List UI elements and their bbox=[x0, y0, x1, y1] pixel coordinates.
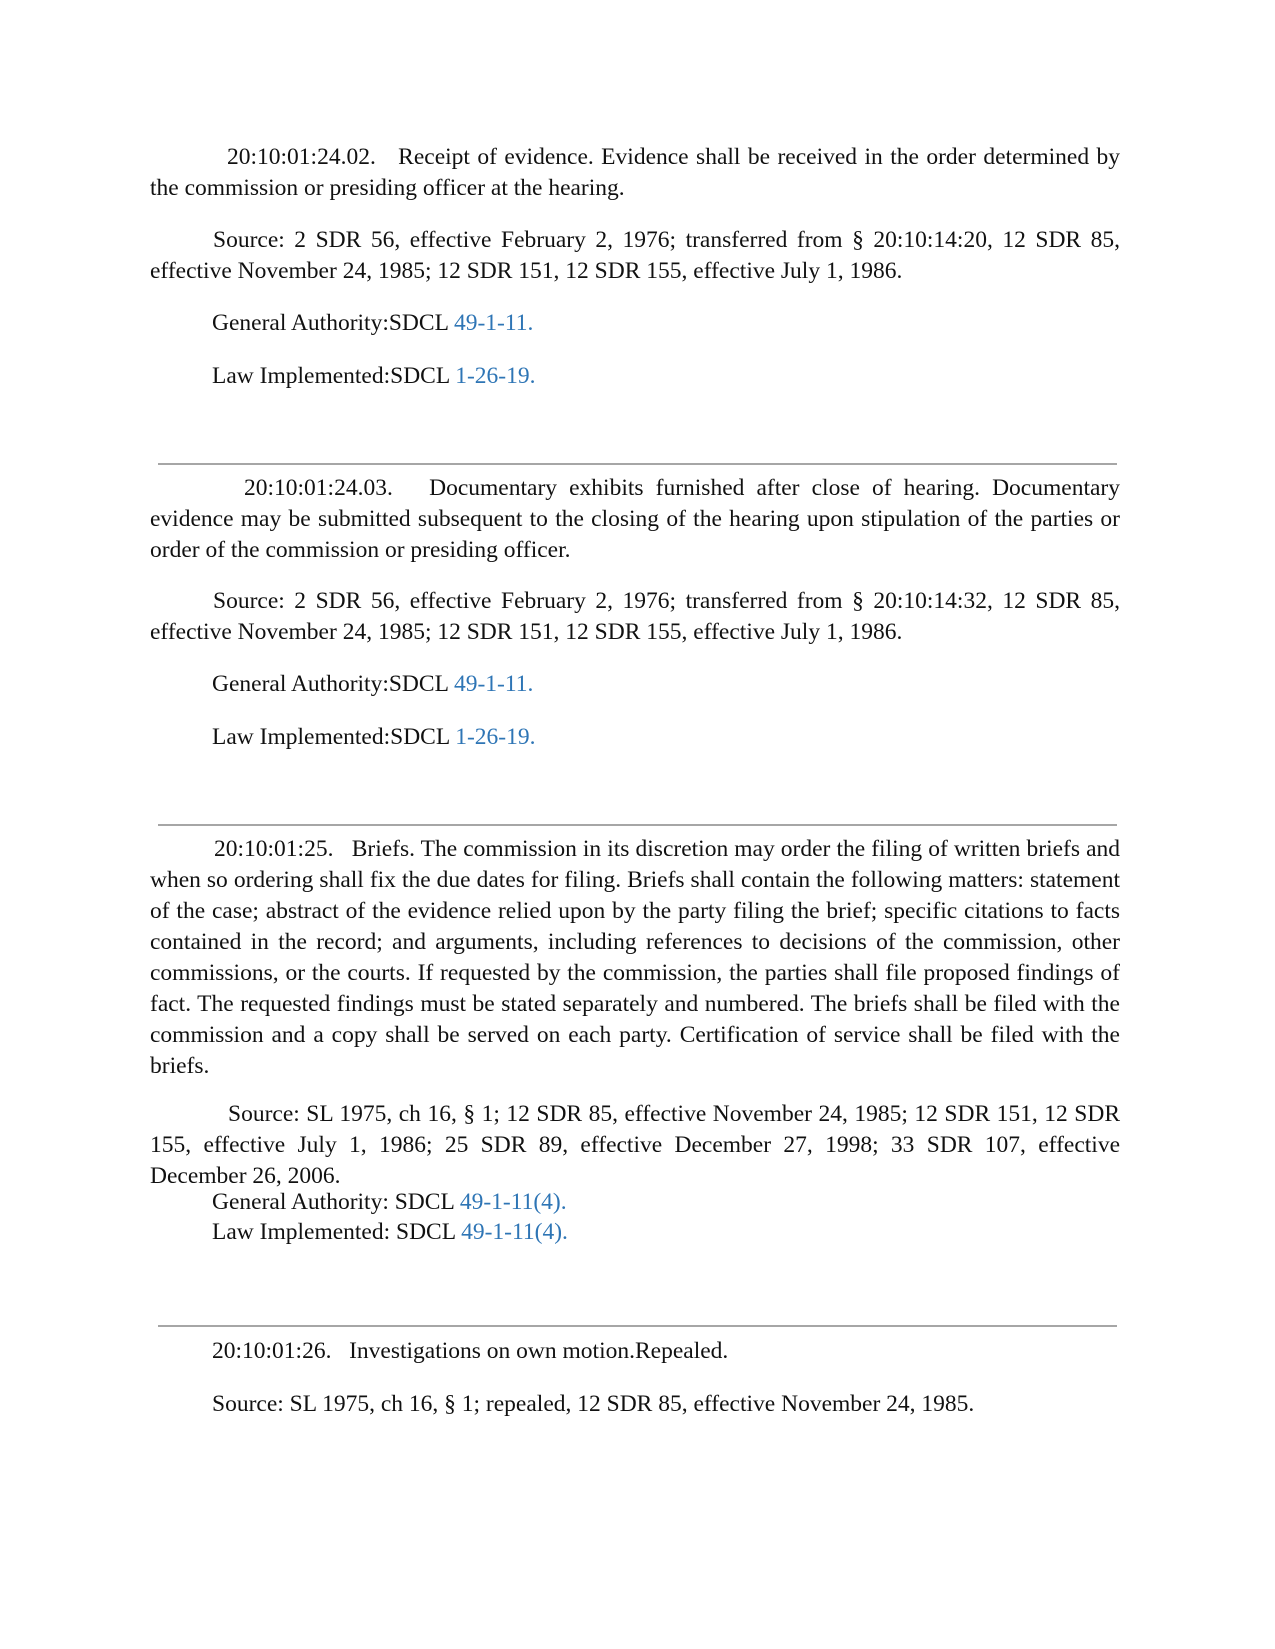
section-body: Briefs. The commission in its discretion may order the filing of written briefs and when so ordering shall fix the due dates for filing. Briefs shall contain the following matters: statement of the case; abstract of the evidence relied upon by the party filing the brief; specific citations to facts contained in the record; and arguments, including references to decisions of the commission, other commissions, or the courts. If requested by the commission, the parties shall file proposed findings of fact. The requested findings must be stated separately and numbered. The briefs shall be filed with the commission and a copy shall be served on each party. Certification of service shall be filed with the briefs. bbox=[150, 836, 1120, 1079]
general-authority-link[interactable]: 49-1-11. bbox=[453, 671, 534, 697]
section-number: 20:10:01:26. bbox=[212, 1338, 332, 1364]
law-implemented-label: Law Implemented:SDCL bbox=[212, 363, 456, 389]
section-number: 20:10:01:24.03. bbox=[244, 475, 393, 501]
section-number: 20:10:01:25. bbox=[214, 836, 334, 862]
section-26-source: Source: SL 1975, ch 16, § 1; repealed, 12 SDR 85, effective November 24, 1985. bbox=[212, 1391, 975, 1417]
section-number: 20:10:01:24.02. bbox=[227, 144, 376, 170]
section-body: Investigations on own motion.Repealed. bbox=[349, 1338, 729, 1364]
section-24-03-source: Source: 2 SDR 56, effective February 2, 1976; transferred from § 20:10:14:32, 12 SDR 85, effective November 24, 1985; 12 SDR 151, 12 SDR 155, effective July 1, 1986. bbox=[150, 588, 1120, 645]
section-26-heading bbox=[212, 1336, 728, 1367]
section-25-source: Source: SL 1975, ch 16, § 1; 12 SDR 85, effective November 24, 1985; 12 SDR 151, 12 SDR 155, effective July 1, 1986; 25 SDR 89, effective December 27, 1998; 33 SDR 107, effective December 26, 2006. bbox=[150, 1101, 1120, 1189]
section-body: Documentary exhibits furnished after close of hearing. Documentary evidence may be submitted subsequent to the closing of the hearing upon stipulation of the parties or order of the commission or presiding officer. bbox=[150, 475, 1120, 563]
general-authority-label: General Authority: SDCL bbox=[212, 1189, 460, 1215]
section-24-02-law-implemented bbox=[212, 361, 536, 392]
section-25-law-implemented bbox=[212, 1217, 568, 1248]
general-authority-label: General Authority:SDCL bbox=[212, 310, 454, 336]
general-authority-label: General Authority:SDCL bbox=[212, 671, 454, 697]
section-24-03-heading bbox=[150, 473, 1120, 566]
section-24-02-source: Source: 2 SDR 56, effective February 2, 1976; transferred from § 20:10:14:20, 12 SDR 85, effective November 24, 1985; 12 SDR 151, 12 SDR 155, effective July 1, 1986. bbox=[150, 227, 1120, 284]
section-body: Receipt of evidence. Evidence shall be received in the order determined by the commission or presiding officer at the hearing. bbox=[150, 144, 1120, 201]
law-implemented-link[interactable]: 1-26-19. bbox=[455, 724, 536, 750]
section-24-02-general-authority bbox=[212, 308, 533, 339]
section-25-heading bbox=[150, 834, 1120, 1082]
section-divider bbox=[158, 1325, 1117, 1327]
section-divider bbox=[158, 824, 1117, 826]
section-divider bbox=[158, 463, 1117, 465]
section-24-03-law-implemented bbox=[212, 722, 536, 753]
law-implemented-label: Law Implemented:SDCL bbox=[212, 724, 456, 750]
general-authority-link[interactable]: 49-1-11. bbox=[453, 310, 534, 336]
law-implemented-label: Law Implemented: SDCL bbox=[212, 1219, 462, 1245]
general-authority-link[interactable]: 49-1-11(4). bbox=[459, 1189, 567, 1215]
law-implemented-link[interactable]: 49-1-11(4). bbox=[461, 1219, 568, 1245]
section-24-02-heading bbox=[150, 142, 1120, 204]
section-24-03-general-authority bbox=[212, 669, 533, 700]
section-25-general-authority bbox=[212, 1187, 567, 1218]
law-implemented-link[interactable]: 1-26-19. bbox=[455, 363, 536, 389]
